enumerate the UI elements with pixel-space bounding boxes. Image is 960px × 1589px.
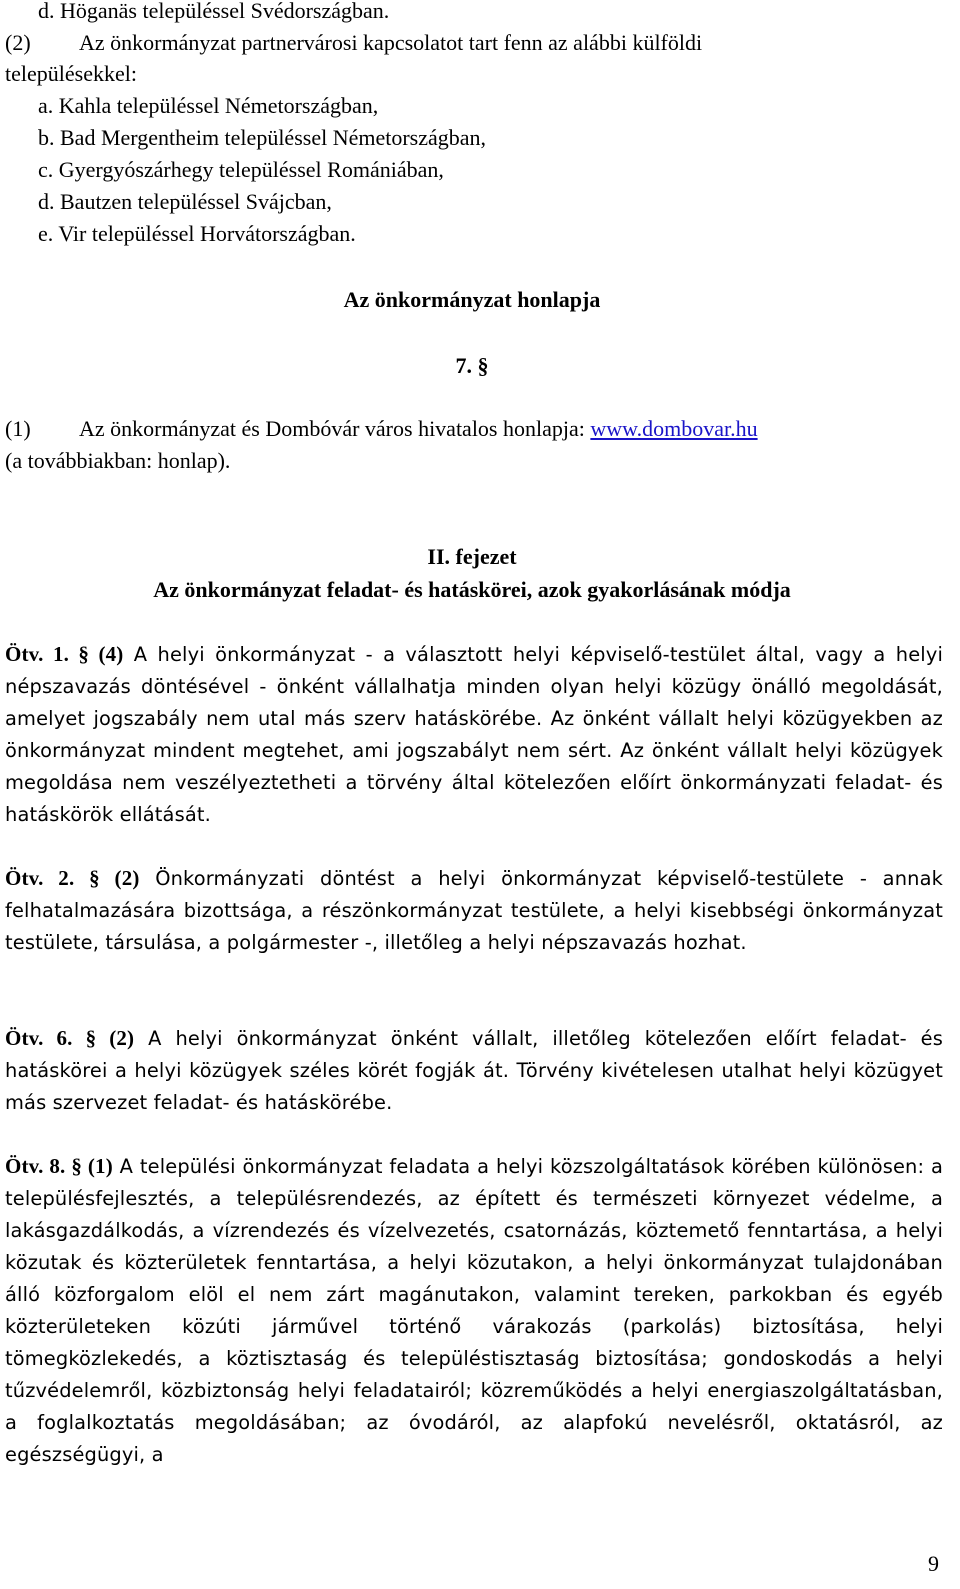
citation-ref: Ötv. 8. § (1): [5, 1154, 113, 1178]
citation-ref: Ötv. 2. § (2): [5, 866, 140, 890]
paragraph-number: (2): [5, 30, 31, 55]
paragraph-text: Az önkormányzat partnervárosi kapcsolatot tart fenn az alábbi külföldi: [79, 30, 703, 55]
list-item-hoganas: d. Höganäs településsel Svédországban.: [38, 0, 390, 23]
list-item: c. Gyergyószárhegy településsel Romániában,: [38, 157, 444, 182]
paragraph-continuation: (a továbbiakban: honlap).: [5, 448, 231, 473]
citation-otv-6-2: [5, 1022, 943, 1119]
paragraph-number: (1): [5, 416, 31, 441]
citation-text: A helyi önkormányzat önként vállalt, illetőleg kötelezően előírt feladat- és hatáskörei a helyi közügyek széles körét fogják át. Törvény kivételesen utalhat helyi közügyet más szervezet feladat- és hatáskörébe.: [5, 1027, 943, 1114]
citation-ref: Ötv. 6. § (2): [5, 1026, 135, 1050]
chapter-title: Az önkormányzat feladat- és hatáskörei, azok gyakorlásának módja: [153, 577, 791, 602]
section-heading: Az önkormányzat honlapja: [343, 287, 601, 312]
list-item: b. Bad Mergentheim településsel Németországban,: [38, 125, 487, 150]
list-item: a. Kahla településsel Németországban,: [38, 93, 379, 118]
chapter-number: II. fejezet: [427, 544, 517, 569]
citation-ref: Ötv. 1. § (4): [5, 642, 124, 666]
citation-otv-8-1: [5, 1150, 943, 1471]
citation-text: A helyi önkormányzat - a választott helyi képviselő-testület által, vagy a helyi népszavazás döntésével - önként vállalhatja minden olyan helyi közügy önálló megoldását, amelyet jogszabály nem utal más szerv hatáskörébe. Az önként vállalt helyi közügyekben az önkormányzat mindent megtehet, ami jogszabályt nem sért. Az önként vállalt helyi közügyek megoldása nem veszélyeztetheti a törvény által kötelezően előírt önkormányzati feladat- és hatáskörök ellátását.: [5, 643, 943, 826]
citation-otv-2-2: [5, 862, 943, 959]
citation-text: Önkormányzati döntést a helyi önkormányzat képviselő-testülete - annak felhatalmazására bizottsága, a részönkormányzat testülete, a helyi kisebbségi önkormányzat testülete, társulása, a polgármester -, illetőleg a helyi népszavazás hozhat.: [5, 867, 943, 954]
citation-text: A települési önkormányzat feladata a helyi közszolgáltatások körében különösen: a településfejlesztés, a településrendezés, az épített és természeti környezet védelme, a lakásgazdálkodás, a vízrendezés és vízelvezetés, csatornázás, köztemető fenntartása, a helyi közutak és közterületek fenntartása, a helyi közutakon, a helyi önkormányzat tulajdonában álló közforgalom elöl el nem zárt magánutakon, valamint tereken, parkokban és egyéb közterületeken közúti járművel történő várakozás (parkolás) biztosítása, helyi tömegközlekedés, a köztisztaság és településtisztaság biztosítása; gondoskodás a helyi tűzvédelemről, közbiztonság helyi feladatairól; közreműködés a helyi energiaszolgáltatásban, a foglalkoztatás megoldásában; az óvodáról, az alapfokú nevelésről, oktatásról, az egészségügyi, a: [5, 1155, 943, 1466]
citation-otv-1-4: [5, 638, 943, 831]
section-number: 7. §: [455, 353, 489, 378]
paragraph-continuation: településekkel:: [5, 61, 137, 86]
page-number: 9: [928, 1551, 939, 1576]
homepage-text: Az önkormányzat és Dombóvár város hivatalos honlapja:: [79, 416, 585, 441]
homepage-paragraph: [79, 413, 758, 445]
homepage-link[interactable]: www.dombovar.hu: [590, 416, 758, 441]
list-item: d. Bautzen településsel Svájcban,: [38, 189, 332, 214]
list-item: e. Vir településsel Horvátországban.: [38, 221, 356, 246]
